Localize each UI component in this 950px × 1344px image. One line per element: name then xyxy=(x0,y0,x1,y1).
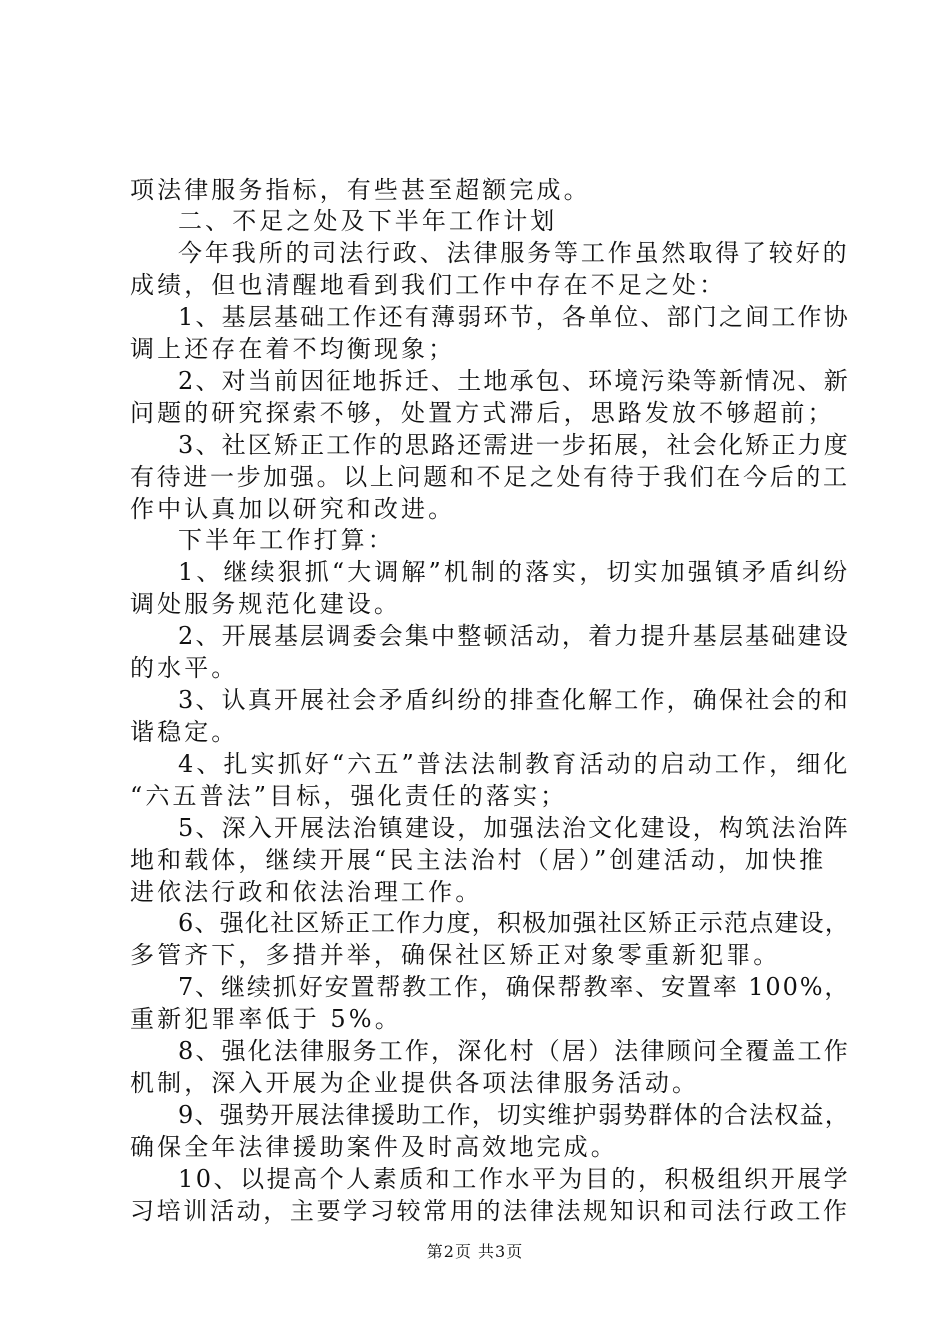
text-line: 项法律服务指标，有些甚至超额完成。 xyxy=(130,176,591,204)
text-line: 9、强势开展法律援助工作，切实维护弱势群体的合法权益， xyxy=(178,1101,850,1129)
text-line: 的水平。 xyxy=(130,654,239,682)
text-line: 1、继续狠抓“大调解”机制的落实，切实加强镇矛盾纠纷 xyxy=(178,558,851,586)
text-line: 3、认真开展社会矛盾纠纷的排查化解工作，确保社会的和 xyxy=(178,686,850,714)
text-line: 2、对当前因征地拆迁、土地承包、环境污染等新情况、新 xyxy=(178,367,850,395)
text-line: 10、以提高个人素质和工作水平为目的，积极组织开展学 xyxy=(178,1165,851,1193)
section-heading: 二、不足之处及下半年工作计划 xyxy=(178,207,558,235)
text-line: 地和载体，继续开展“民主法治村（居）”创建活动，加快推 xyxy=(130,846,827,874)
text-line: 确保全年法律援助案件及时高效地完成。 xyxy=(130,1133,618,1161)
text-line: 1、基层基础工作还有薄弱环节，各单位、部门之间工作协 xyxy=(178,303,850,331)
text-line: 2、开展基层调委会集中整顿活动，着力提升基层基础建设 xyxy=(178,622,850,650)
text-line: 6、强化社区矫正工作力度，积极加强社区矫正示范点建设， xyxy=(178,909,850,937)
text-line: 进依法行政和依法治理工作。 xyxy=(130,878,483,906)
text-line: 8、强化法律服务工作，深化村（居）法律顾问全覆盖工作 xyxy=(178,1037,850,1065)
text-line: 机制，深入开展为企业提供各项法律服务活动。 xyxy=(130,1069,700,1097)
section-heading: 下半年工作打算： xyxy=(178,526,395,554)
text-line: 习培训活动，主要学习较常用的法律法规知识和司法行政工作 xyxy=(130,1197,850,1225)
text-line: 作中认真加以研究和改进。 xyxy=(130,495,456,523)
text-line: 3、社区矫正工作的思路还需进一步拓展，社会化矫正力度 xyxy=(178,431,850,459)
page-footer: 第2页 共3页 xyxy=(426,1242,524,1261)
text-line: 问题的研究探索不够，处置方式滞后，思路发放不够超前； xyxy=(130,399,835,427)
text-line: “六五普法”目标，强化责任的落实； xyxy=(130,782,568,810)
text-line: 有待进一步加强。以上问题和不足之处有待于我们在今后的工 xyxy=(130,463,850,491)
text-line: 调处服务规范化建设。 xyxy=(130,590,401,618)
text-line: 多管齐下，多措并举，确保社区矫正对象零重新犯罪。 xyxy=(130,941,781,969)
text-line: 今年我所的司法行政、法律服务等工作虽然取得了较好的 xyxy=(178,239,850,267)
text-line: 5、深入开展法治镇建设，加强法治文化建设，构筑法治阵 xyxy=(178,814,850,842)
text-line: 成绩，但也清醒地看到我们工作中存在不足之处： xyxy=(130,271,727,299)
text-line: 4、扎实抓好“六五”普法法制教育活动的启动工作，细化 xyxy=(178,750,851,778)
text-line: 谐稳定。 xyxy=(130,718,239,746)
text-line: 重新犯罪率低于 5%。 xyxy=(130,1005,402,1033)
text-line: 7、继续抓好安置帮教工作，确保帮教率、安置率 100%， xyxy=(178,973,851,1001)
text-line: 调上还存在着不均衡现象； xyxy=(130,335,456,363)
